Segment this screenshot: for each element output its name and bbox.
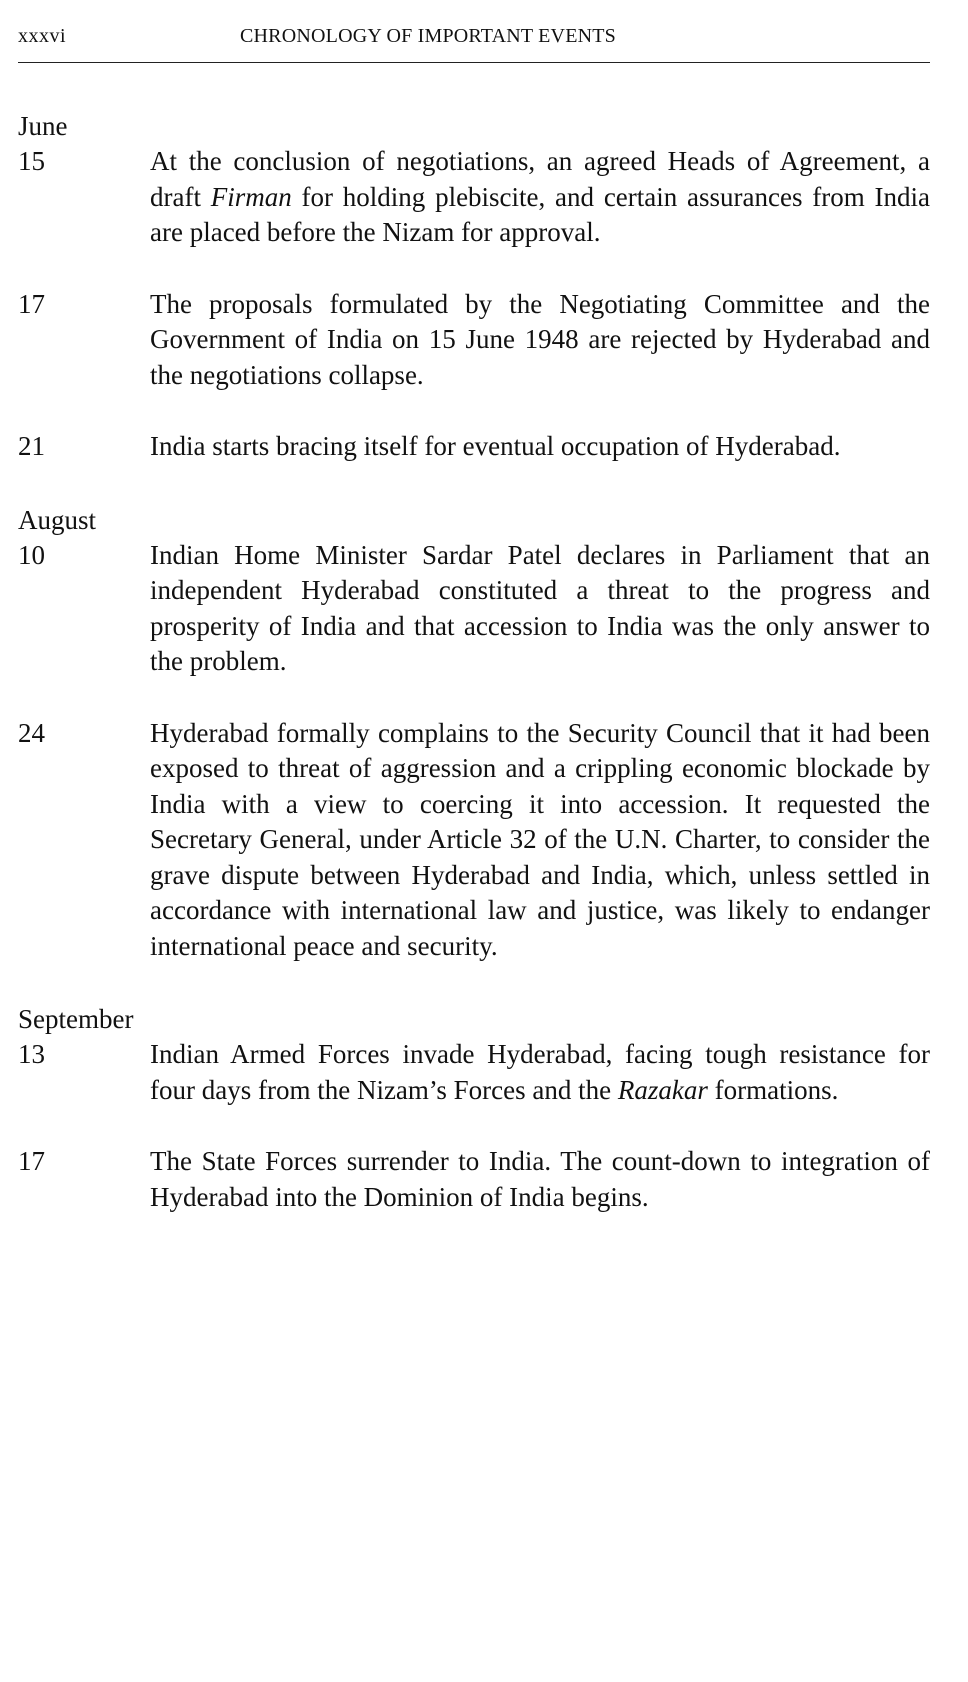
entry-text-part: formations. (707, 1074, 839, 1105)
chronology-entry (18, 538, 930, 680)
entry-text: The State Forces surrender to India. The count-down to integration of Hyderabad into the Dominion of India begins. (150, 1146, 930, 1212)
running-title: CHRONOLOGY OF IMPORTANT EVENTS (240, 25, 616, 47)
entry-text-part: for holding plebiscite, and certain assurances from India are placed before the Nizam for approval. (150, 181, 930, 247)
entry-text: Indian Home Minister Sardar Patel declares in Parliament that an independent Hyderabad constituted a threat to the progress and prosperity of India and that accession to India was the only answer to the problem. (150, 539, 930, 676)
chronology-entry (18, 287, 930, 394)
month-september: September (18, 1004, 134, 1034)
entry-text (150, 144, 930, 251)
chronology-entry (18, 144, 930, 251)
entry-day: 24 (18, 717, 45, 748)
chronology-entry (18, 1144, 930, 1215)
page-header (18, 22, 930, 63)
entry-day: 15 (18, 146, 45, 176)
entry-day: 13 (18, 1039, 45, 1069)
entry-text-part: Indian Armed Forces invade Hyderabad, facing tough resistance for four days from the Nizam’s Forces and the (150, 1039, 930, 1105)
italic-term: Razakar (617, 1074, 708, 1105)
chronology-content (18, 108, 930, 1215)
italic-term: Firman (210, 181, 292, 212)
entry-text (150, 1037, 930, 1108)
page-number: xxxvi (18, 25, 67, 47)
chronology-entry (18, 716, 930, 965)
chronology-entry (18, 1037, 930, 1108)
entry-text-part: At the conclusion of negotiations, an agreed Heads of Agreement, a draft (150, 146, 930, 212)
entry-text: The proposals formulated by the Negotiating Committee and the Government of India on 15 June 1948 are rejected by Hyderabad and the negotiations collapse. (150, 288, 930, 390)
month-august: August (18, 504, 97, 535)
entry-text: Hyderabad formally complains to the Security Council that it had been exposed to threat of aggression and a crippling economic blockade by India with a view to coercing it into accession. It requested the Secretary General, under Article 32 of the U.N. Charter, to consider the grave dispute between Hyderabad and India, which, unless settled in accordance with international law and justice, was likely to endanger international peace and security. (150, 717, 930, 961)
chronology-entry (18, 429, 930, 465)
entry-day: 21 (18, 431, 45, 461)
month-june: June (18, 111, 68, 141)
entry-day: 17 (18, 288, 45, 319)
entry-text: India starts bracing itself for eventual occupation of Hyderabad. (150, 431, 841, 461)
entry-day: 10 (18, 539, 45, 570)
entry-day: 17 (18, 1146, 45, 1176)
